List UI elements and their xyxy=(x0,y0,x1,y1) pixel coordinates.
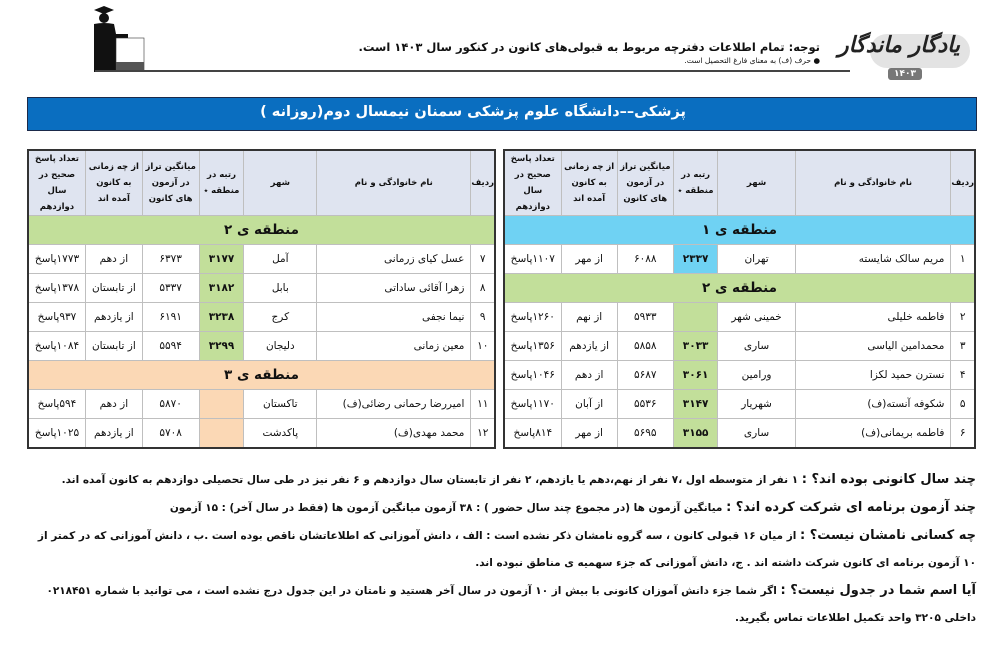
col-row: ردیف xyxy=(471,150,495,216)
cell-row: ۱۰ xyxy=(471,332,495,361)
cell-row: ۵ xyxy=(951,390,975,419)
cell-since: از تابستان xyxy=(85,332,142,361)
note-answer: ۱ نفر از متوسطه اول ،۷ نفر از نهم،دهم یا یازدهم، ۲ نفر از تابستان سال دوازدهم و ۶ نفر نیز در طی سال تحصیلی دوازدهم به کانون آمده اند. xyxy=(61,474,802,486)
cell-rank xyxy=(199,419,244,449)
cell-name: نیما نجفی xyxy=(317,303,471,332)
note-answer: از میان ۱۶ قبولی کانون ، سه گروه نامشان ذکر نشده است : الف ، دانش آموزانی که اطلاعاتشان ناقص بوده است .ب ، دانش آموزانی که در کمتر از ۱۰ آزمون برنامه ای کانون شرکت داشته اند . ج، دانش آموزانی که جزء سهمیه ی مناطق نبوده اند. xyxy=(37,530,976,569)
cell-city: تاکستان xyxy=(244,390,317,419)
notice xyxy=(358,40,820,65)
region-header xyxy=(504,274,975,303)
cell-rank: ۲۳۳۷ xyxy=(673,245,717,274)
region-header xyxy=(504,216,975,245)
cell-rank: ۳۲۳۸ xyxy=(199,303,244,332)
header-divider xyxy=(95,70,850,72)
cell-correct: ۱۰۲۵پاسخ xyxy=(28,419,85,449)
table-row xyxy=(28,332,495,361)
cell-correct: ۱۰۴۶پاسخ xyxy=(504,361,561,390)
cell-since: از یازدهم xyxy=(85,303,142,332)
table-row xyxy=(28,419,495,449)
brand-year: ۱۴۰۳ xyxy=(888,68,922,80)
cell-row: ۴ xyxy=(951,361,975,390)
cell-rank: ۳۲۹۹ xyxy=(199,332,244,361)
table-row xyxy=(28,245,495,274)
cell-correct: ۱۱۷۰پاسخ xyxy=(504,390,561,419)
cell-row: ۱۱ xyxy=(471,390,495,419)
cell-city: آمل xyxy=(244,245,317,274)
col-correct: تعداد پاسخ صحیح در سال دوازدهم xyxy=(504,150,561,216)
cell-since: از دهم xyxy=(561,361,617,390)
cell-correct: ۱۷۷۳پاسخ xyxy=(28,245,85,274)
note-answer: اگر شما جزء دانش آموزان کانونی با بیش از ۱۰ آزمون در سال آخر هستید و نامتان در این جدول درج نشده است ، می توانید با شماره ۰۲۱۸۴۵۱ داخلی ۳۲۰۵ واحد تکمیل اطلاعات تماس بگیرید. xyxy=(46,585,976,624)
cell-correct: ۹۳۷پاسخ xyxy=(28,303,85,332)
cell-city: پاکدشت xyxy=(244,419,317,449)
table-row xyxy=(504,332,975,361)
cell-name: زهرا آقائی ساداتی xyxy=(317,274,471,303)
region-header xyxy=(28,216,495,245)
table-row xyxy=(504,390,975,419)
cell-since: از مهر xyxy=(561,245,617,274)
table-row xyxy=(504,361,975,390)
cell-row: ۶ xyxy=(951,419,975,449)
col-name: نام خانوادگی و نام xyxy=(317,150,471,216)
notes-section xyxy=(24,466,976,632)
cell-city: دلیجان xyxy=(244,332,317,361)
cell-correct: ۱۳۷۸پاسخ xyxy=(28,274,85,303)
cell-avg: ۶۰۸۸ xyxy=(617,245,673,274)
cell-row: ۸ xyxy=(471,274,495,303)
cell-avg: ۵۶۸۷ xyxy=(617,361,673,390)
region-label: منطقه ی ۲ xyxy=(28,216,495,245)
notice-main: توجه: تمام اطلاعات دفترچه مربوط به قبولی‌های کانون در کنکور سال ۱۴۰۳ است. xyxy=(358,40,820,54)
cell-city: ورامین xyxy=(718,361,795,390)
cell-rank: ۳۱۸۲ xyxy=(199,274,244,303)
graduate-icon xyxy=(88,4,146,72)
cell-name: شکوفه آنسته(ف) xyxy=(795,390,951,419)
cell-since: از یازدهم xyxy=(561,332,617,361)
note-contact xyxy=(24,577,976,632)
cell-name: معین زمانی xyxy=(317,332,471,361)
cell-name: نسترن حمید لکزا xyxy=(795,361,951,390)
col-city: شهر xyxy=(244,150,317,216)
cell-name: محمدامین الیاسی xyxy=(795,332,951,361)
cell-city: ساری xyxy=(718,332,795,361)
cell-avg: ۶۳۷۳ xyxy=(142,245,199,274)
cell-row: ۲ xyxy=(951,303,975,332)
table-row xyxy=(504,419,975,449)
cell-name: فاطمه بریمانی(ف) xyxy=(795,419,951,449)
col-rank: رتبه در منطقه ٭ xyxy=(673,150,717,216)
cell-correct: ۱۳۵۶پاسخ xyxy=(504,332,561,361)
cell-avg: ۵۸۵۸ xyxy=(617,332,673,361)
cell-correct: ۱۲۶۰پاسخ xyxy=(504,303,561,332)
note-years xyxy=(24,466,976,494)
cell-since: از آبان xyxy=(561,390,617,419)
cell-city: ساری xyxy=(718,419,795,449)
banner-title: پزشکی––دانشگاه علوم پزشکی سمنان نیمسال دوم(روزانه ) xyxy=(260,104,686,120)
table-row xyxy=(28,274,495,303)
cell-avg: ۶۱۹۱ xyxy=(142,303,199,332)
cell-city: بابل xyxy=(244,274,317,303)
cell-correct: ۱۰۸۴پاسخ xyxy=(28,332,85,361)
cell-avg: ۵۶۹۵ xyxy=(617,419,673,449)
cell-since: از نهم xyxy=(561,303,617,332)
cell-rank: ۳۰۳۳ xyxy=(673,332,717,361)
note-exams xyxy=(24,494,976,522)
brand-title: یادگار ماندگار xyxy=(837,32,960,58)
region-label: منطقه ی ۲ xyxy=(504,274,975,303)
note-question: چه کسانی نامشان نیست؟ : xyxy=(800,528,976,543)
cell-since: از تابستان xyxy=(85,274,142,303)
cell-rank: ۳۰۶۱ xyxy=(673,361,717,390)
region-label: منطقه ی ۱ xyxy=(504,216,975,245)
region-header xyxy=(28,361,495,390)
cell-rank: ۳۱۴۷ xyxy=(673,390,717,419)
note-missing xyxy=(24,522,976,577)
cell-correct: ۵۹۴پاسخ xyxy=(28,390,85,419)
cell-avg: ۵۹۳۳ xyxy=(617,303,673,332)
note-answer: میانگین آزمون ها (در مجموع چند سال حضور ) : ۳۸ آزمون میانگین آزمون ها (فقط در سال آخر) : ۱۵ آزمون xyxy=(169,502,727,514)
region-label: منطقه ی ۳ xyxy=(28,361,495,390)
note-question: چند آزمون برنامه ای شرکت کرده اند؟ : xyxy=(726,500,976,515)
cell-name: عسل کیای زرمانی xyxy=(317,245,471,274)
col-rank: رتبه در منطقه ٭ xyxy=(199,150,244,216)
table-header xyxy=(504,150,975,216)
cell-avg: ۵۳۳۷ xyxy=(142,274,199,303)
cell-since: از دهم xyxy=(85,390,142,419)
notice-sub: ● حرف (ف) به معنای فارغ التحصیل است. xyxy=(684,56,820,65)
col-since: از چه زمانی به کانون آمده اند xyxy=(561,150,617,216)
cell-city: کرج xyxy=(244,303,317,332)
col-name: نام خانوادگی و نام xyxy=(795,150,951,216)
cell-row: ۹ xyxy=(471,303,495,332)
note-question: چند سال کانونی بوده اند؟ : xyxy=(801,472,976,487)
results-table-left xyxy=(27,149,496,449)
cell-since: از مهر xyxy=(561,419,617,449)
cell-name: امیررضا رحمانی رضائی(ف) xyxy=(317,390,471,419)
results-table-right xyxy=(503,149,976,449)
title-banner xyxy=(27,97,977,131)
cell-since: از دهم xyxy=(85,245,142,274)
col-city: شهر xyxy=(718,150,795,216)
cell-row: ۱ xyxy=(951,245,975,274)
cell-rank xyxy=(199,390,244,419)
brand-logo xyxy=(837,30,970,86)
kanoon-logo xyxy=(88,4,146,72)
cell-avg: ۵۷۰۸ xyxy=(142,419,199,449)
cell-correct: ۱۱۰۷پاسخ xyxy=(504,245,561,274)
col-correct: تعداد پاسخ صحیح در سال دوازدهم xyxy=(28,150,85,216)
cell-city: شهریار xyxy=(718,390,795,419)
cell-avg: ۵۸۷۰ xyxy=(142,390,199,419)
table-row xyxy=(504,303,975,332)
cell-avg: ۵۵۳۶ xyxy=(617,390,673,419)
table-row xyxy=(28,303,495,332)
cell-since: از یازدهم xyxy=(85,419,142,449)
cell-name: محمد مهدی(ف) xyxy=(317,419,471,449)
col-row: ردیف xyxy=(951,150,975,216)
cell-rank: ۳۱۷۷ xyxy=(199,245,244,274)
table-row xyxy=(28,390,495,419)
cell-name: فاطمه خلیلی xyxy=(795,303,951,332)
table-row xyxy=(504,245,975,274)
col-since: از چه زمانی به کانون آمده اند xyxy=(85,150,142,216)
cell-row: ۳ xyxy=(951,332,975,361)
note-question: آیا اسم شما در جدول نیست؟ : xyxy=(780,583,976,598)
cell-name: مریم سالک شایسته xyxy=(795,245,951,274)
col-avg: میانگین تراز در آزمون های کانون xyxy=(617,150,673,216)
cell-city: خمینی شهر xyxy=(718,303,795,332)
cell-row: ۱۲ xyxy=(471,419,495,449)
table-header xyxy=(28,150,495,216)
col-avg: میانگین تراز در آزمون های کانون xyxy=(142,150,199,216)
cell-rank xyxy=(673,303,717,332)
cell-correct: ۸۱۴پاسخ xyxy=(504,419,561,449)
cell-avg: ۵۵۹۴ xyxy=(142,332,199,361)
cell-row: ۷ xyxy=(471,245,495,274)
cell-city: تهران xyxy=(718,245,795,274)
cell-rank: ۳۱۵۵ xyxy=(673,419,717,449)
